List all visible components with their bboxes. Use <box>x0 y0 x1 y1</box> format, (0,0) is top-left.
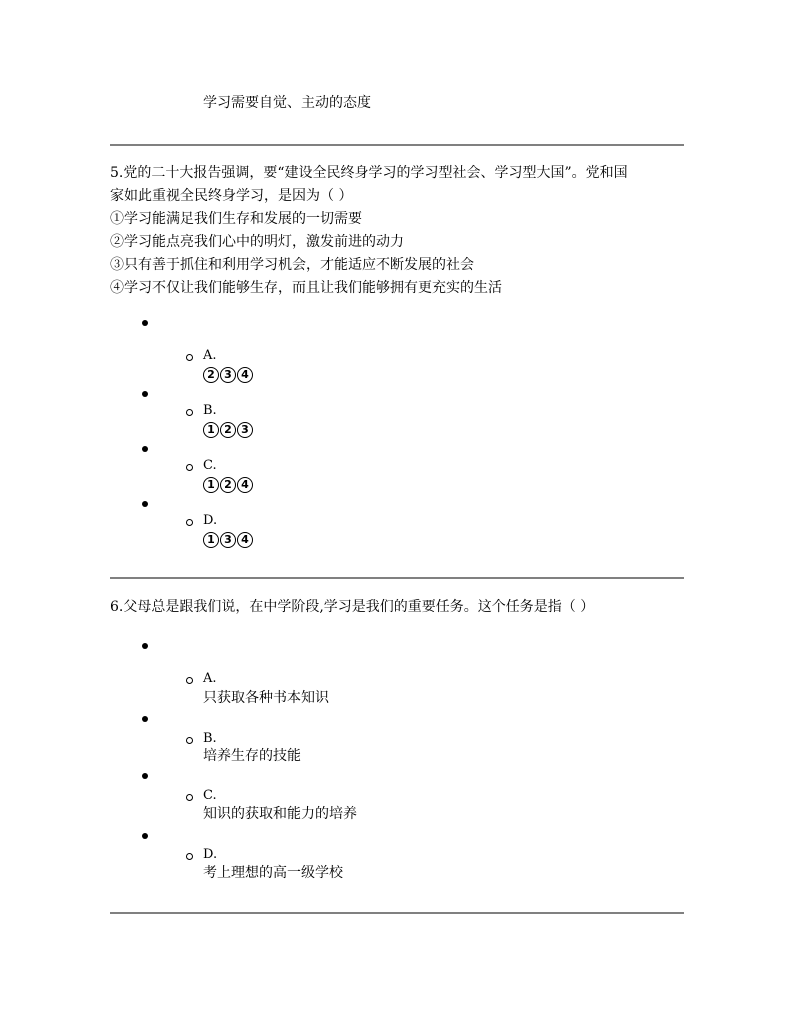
option-b-text[interactable]: 培养生存的技能 <box>203 748 301 764</box>
radio-option-b[interactable] <box>186 409 193 416</box>
option-d-text[interactable] <box>203 532 254 548</box>
circled-number: 4 <box>237 532 253 548</box>
list-bullet <box>142 643 148 649</box>
statement-2: ②学习能点亮我们心中的明灯，激发前进的动力 <box>110 234 404 250</box>
circled-number: 1 <box>203 422 219 438</box>
option-a-letter: A. <box>203 671 217 686</box>
radio-option-c[interactable] <box>186 464 193 471</box>
option-b-letter: B. <box>203 731 217 746</box>
option-c-letter: C. <box>203 458 217 473</box>
option-d-text[interactable]: 考上理想的高一级学校 <box>203 865 343 881</box>
question-5-line: 家如此重视全民终身学习，是因为（ ） <box>110 188 353 204</box>
question-6 <box>110 596 690 619</box>
option-d-letter: D. <box>203 513 218 528</box>
option-a-text[interactable] <box>203 367 254 383</box>
option-a-text[interactable]: 只获取各种书本知识 <box>203 690 329 706</box>
radio-option-b[interactable] <box>186 737 193 744</box>
option-c-text[interactable] <box>203 477 254 493</box>
circled-number: 2 <box>220 422 236 438</box>
radio-option-a[interactable] <box>186 354 193 361</box>
radio-option-d[interactable] <box>186 853 193 860</box>
circled-number: 2 <box>220 477 236 493</box>
radio-option-a[interactable] <box>186 677 193 684</box>
circled-number: 4 <box>237 477 253 493</box>
list-bullet <box>142 501 148 507</box>
option-a-letter: A. <box>203 348 217 363</box>
list-bullet <box>142 833 148 839</box>
option-b-text[interactable] <box>203 422 254 438</box>
circled-number: 1 <box>203 477 219 493</box>
circled-number: 1 <box>203 532 219 548</box>
statement-1: ①学习能满足我们生存和发展的一切需要 <box>110 211 362 227</box>
list-bullet <box>142 320 148 326</box>
list-bullet <box>142 773 148 779</box>
option-c-text[interactable]: 知识的获取和能力的培养 <box>203 806 357 822</box>
divider <box>110 577 684 579</box>
option-c-letter: C. <box>203 788 217 803</box>
divider <box>110 912 684 914</box>
circled-number: 3 <box>220 532 236 548</box>
divider <box>110 144 684 146</box>
question-5-line: 5.党的二十大报告强调，要“建设全民终身学习的学习型社会、学习型大国”。党和国 <box>110 165 628 181</box>
radio-option-d[interactable] <box>186 519 193 526</box>
question-6-text: 6.父母总是跟我们说，在中学阶段,学习是我们的重要任务。这个任务是指（ ） <box>110 599 595 615</box>
previous-option-text: 学习需要自觉、主动的态度 <box>203 95 371 111</box>
list-bullet <box>142 446 148 452</box>
circled-number: 2 <box>203 367 219 383</box>
list-bullet <box>142 391 148 397</box>
question-5 <box>110 162 690 300</box>
statement-4: ④学习不仅让我们能够生存，而且让我们能够拥有更充实的生活 <box>110 280 502 296</box>
option-d-letter: D. <box>203 847 218 862</box>
circled-number: 3 <box>237 422 253 438</box>
radio-option-c[interactable] <box>186 794 193 801</box>
option-b-letter: B. <box>203 403 217 418</box>
circled-number: 3 <box>220 367 236 383</box>
circled-number: 4 <box>237 367 253 383</box>
statement-3: ③只有善于抓住和利用学习机会，才能适应不断发展的社会 <box>110 257 474 273</box>
list-bullet <box>142 716 148 722</box>
